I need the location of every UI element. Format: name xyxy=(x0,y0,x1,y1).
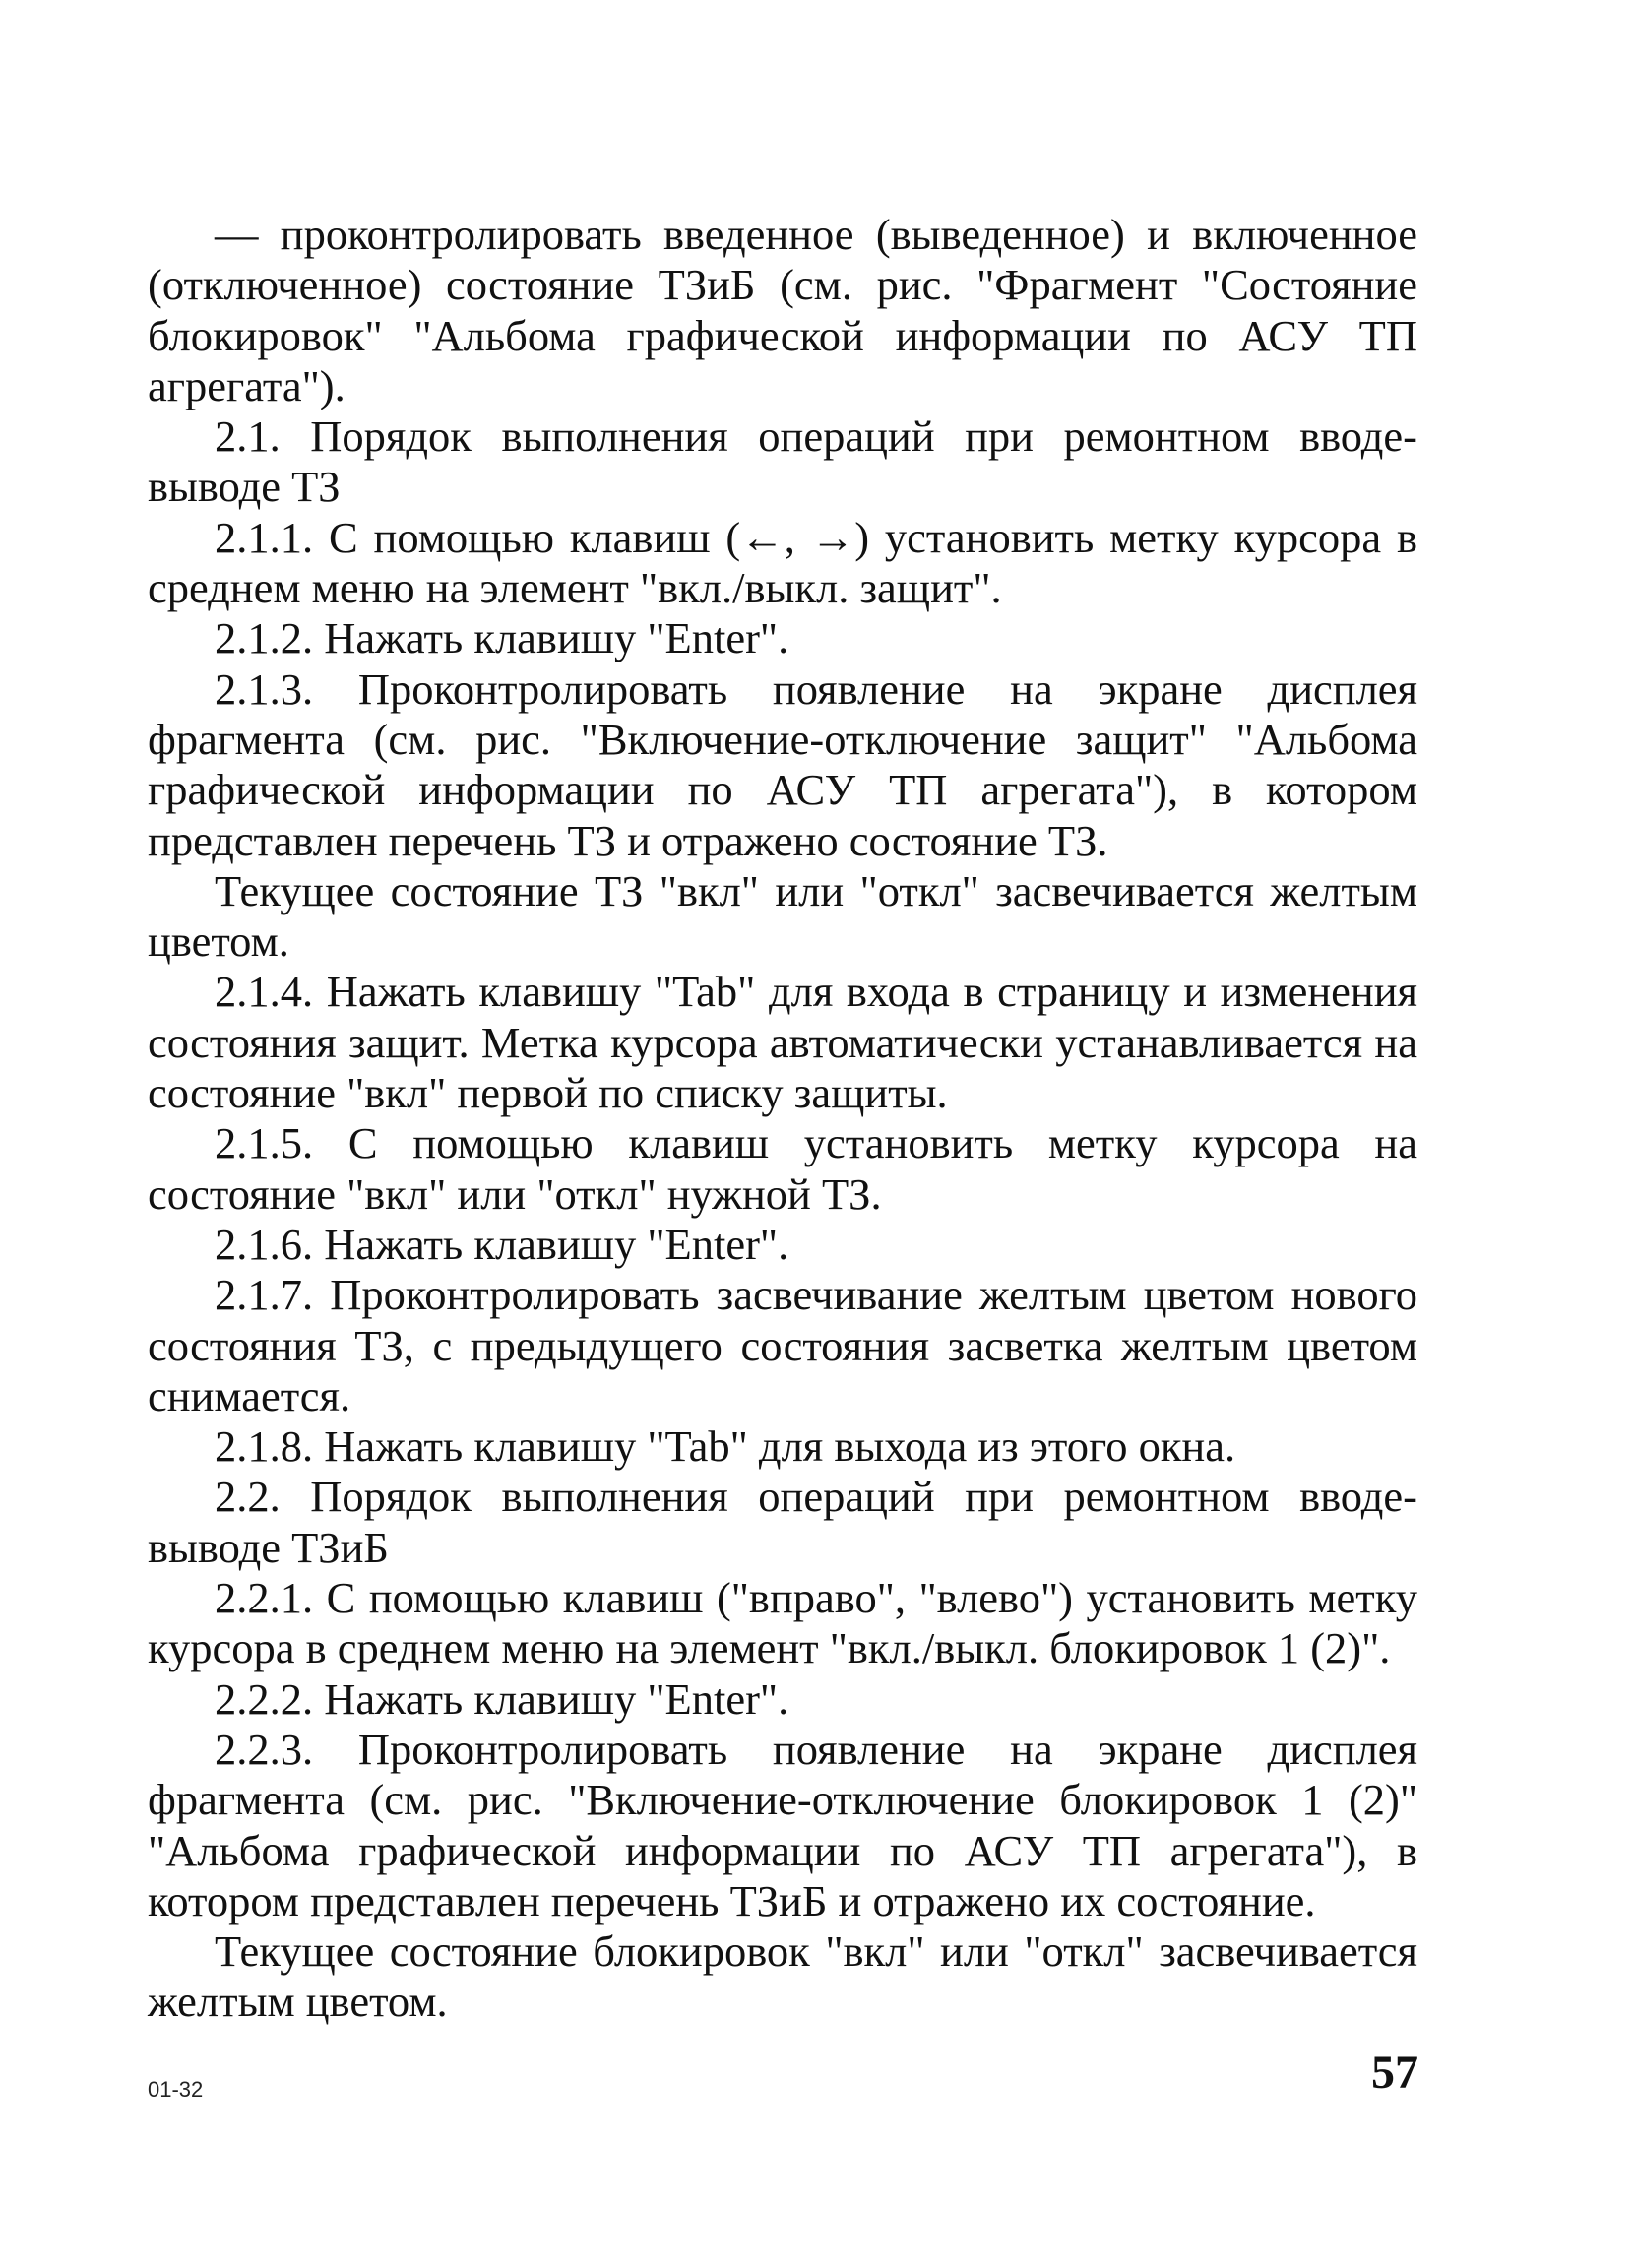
paragraph: 2.2.3. Проконтролировать появление на экране дисплея фрагмента (см. рис. "Включение-отключение блокировок 1 (2)" "Альбома графической информации по АСУ ТП агрегата"), в котором представлен перечень ТЗиБ и отражено их состояние. xyxy=(148,1724,1417,1925)
paragraph: 2.1.1. С помощью клавиш (←, →) установить метку курсора в среднем меню на элемент "вкл./выкл. защит". xyxy=(148,512,1417,613)
paragraph: 2.1.7. Проконтролировать засвечивание желтым цветом нового состояния ТЗ, с предыдущего состояния засветка желтым цветом снимается. xyxy=(148,1270,1417,1420)
paragraph: 2.2.1. С помощью клавиш ("вправо", "влево") установить метку курсора в среднем меню на элемент "вкл./выкл. блокировок 1 (2)". xyxy=(148,1573,1417,1673)
paragraph: 2.1.8. Нажать клавишу "Tab" для выхода из этого окна. xyxy=(215,1421,1236,1472)
page-number: 57 xyxy=(1371,2047,1418,2099)
paragraph: 2.1.4. Нажать клавишу "Tab" для входа в страницу и изменения состояния защит. Метка курсора автоматически устанавливается на состояние "вкл" первой по списку защиты. xyxy=(148,967,1417,1118)
paragraph: 2.1.3. Проконтролировать появление на экране дисплея фрагмента (см. рис. "Включение-отключение защит" "Альбома графической информации по АСУ ТП агрегата"), в котором представлен перечень ТЗ и отражено состояние ТЗ. xyxy=(148,663,1417,865)
section-heading: 2.2. Порядок выполнения операций при ремонтном вводе-выводе ТЗиБ xyxy=(148,1472,1417,1572)
paragraph: 2.1.2. Нажать клавишу "Enter". xyxy=(215,613,789,663)
paragraph: 2.2.2. Нажать клавишу "Enter". xyxy=(215,1673,789,1724)
section-heading: 2.1. Порядок выполнения операций при ремонтном вводе-выводе ТЗ xyxy=(148,411,1417,512)
paragraph: Текущее состояние блокировок "вкл" или "откл" засвечивается желтым цветом. xyxy=(148,1926,1417,2027)
page-body xyxy=(148,210,1417,2028)
paragraph: — проконтролировать введенное (выведенное) и включенное (отключенное) состояние ТЗиБ (см. рис. "Фрагмент "Состояние блокировок" "Альбома графической информации по АСУ ТП агрегата"). xyxy=(148,210,1417,410)
document-code: 01-32 xyxy=(148,2077,204,2102)
paragraph: Текущее состояние ТЗ "вкл" или "откл" засвечивается желтым цветом. xyxy=(148,865,1417,967)
paragraph: 2.1.6. Нажать клавишу "Enter". xyxy=(215,1219,789,1269)
paragraph: 2.1.5. С помощью клавиш установить метку курсора на состояние "вкл" или "откл" нужной ТЗ. xyxy=(148,1118,1417,1219)
